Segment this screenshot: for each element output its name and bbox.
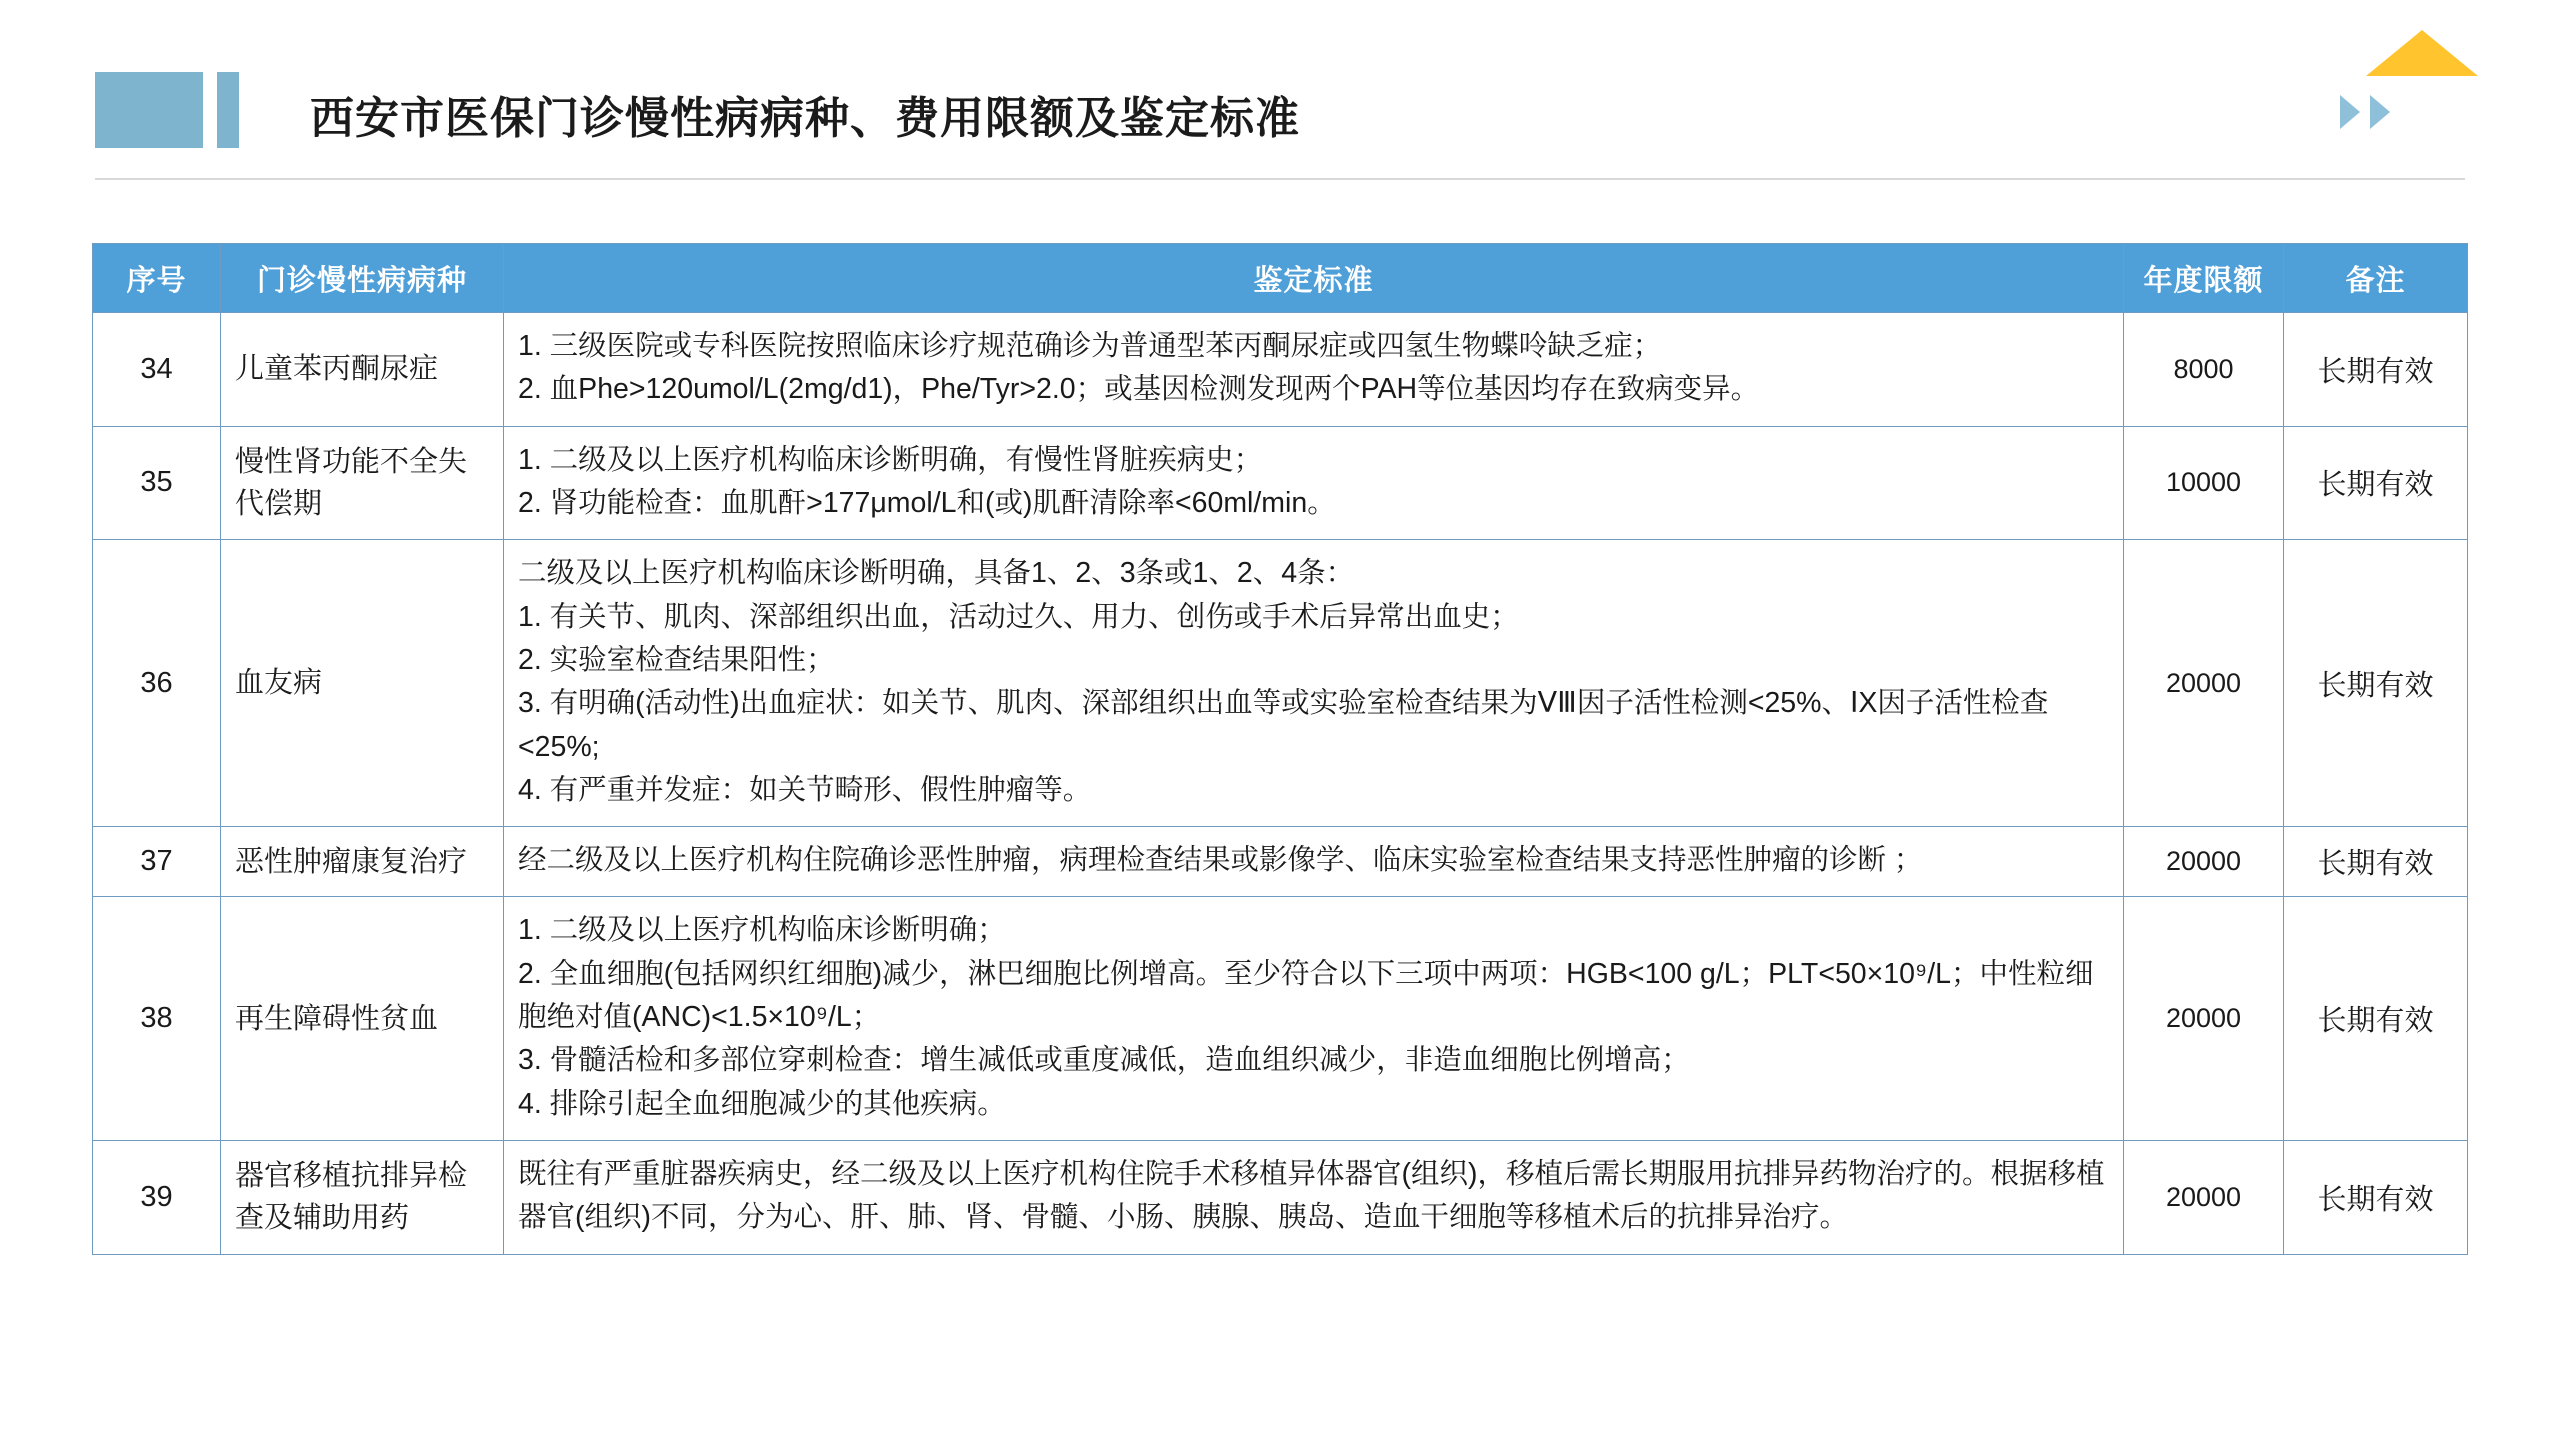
cell-remark: 长期有效: [2284, 897, 2468, 1141]
cell-no: 34: [93, 313, 221, 427]
chevron-right-icon-1: [2340, 95, 2360, 129]
cell-standard: [504, 540, 2124, 827]
cell-annual-limit: 20000: [2124, 540, 2284, 827]
cell-remark: 长期有效: [2284, 313, 2468, 427]
cell-no: 39: [93, 1141, 221, 1255]
standard-line: 2. 血Phe>120umol/L(2mg/d1)，Phe/Tyr>2.0；或基因检测发现两个PAH等位基因均存在致病变异。: [518, 373, 1760, 406]
cell-disease-name: 恶性肿瘤康复治疗: [221, 827, 504, 897]
table-row: [93, 897, 2468, 1141]
cell-annual-limit: 20000: [2124, 1141, 2284, 1255]
page-title: 西安市医保门诊慢性病病种、费用限额及鉴定标准: [310, 94, 1300, 143]
cell-standard: [504, 827, 2124, 897]
yellow-triangle-icon: [2366, 30, 2478, 76]
standard-line: 既往有严重脏器疾病史，经二级及以上医疗机构住院手术移植异体器官(组织)，移植后需长期服用抗排异药物治疗的。根据移植器官(组织)不同，分为心、肝、肺、肾、骨髓、小肠、胰腺、胰岛、造血干细胞等移植术后的抗排异治疗。: [518, 1158, 2105, 1234]
standard-line: 4. 有严重并发症：如关节畸形、假性肿瘤等。: [518, 773, 1092, 806]
table-body: [93, 313, 2468, 1255]
cell-standard: [504, 897, 2124, 1141]
table-row: [93, 426, 2468, 540]
column-header-disease: 门诊慢性病病种: [221, 244, 504, 313]
standard-line: 1. 三级医院或专科医院按照临床诊疗规范确诊为普通型苯丙酮尿症或四氢生物蝶呤缺乏症；: [518, 330, 1662, 362]
page-header: [0, 0, 2560, 175]
table-row: [93, 313, 2468, 427]
standard-line: 3. 有明确(活动性)出血症状：如关节、肌肉、深部组织出血等或实验室检查结果为ⅤⅢ因子活性检测<25%、ⅠX因子活性检查<25%;: [518, 687, 2049, 763]
cell-standard: [504, 426, 2124, 540]
cell-remark: 长期有效: [2284, 540, 2468, 827]
standard-line: 4. 排除引起全血细胞减少的其他疾病。: [518, 1087, 1006, 1120]
standard-line: 1. 二级及以上医疗机构临床诊断明确；: [518, 914, 1006, 947]
accent-bar-narrow: [217, 72, 239, 148]
table-row: [93, 827, 2468, 897]
standard-line: 2. 肾功能检查：血肌酐>177μmol/L和(或)肌酐清除率<60ml/min。: [518, 486, 1336, 519]
cell-annual-limit: 20000: [2124, 897, 2284, 1141]
accent-bar-wide: [95, 72, 203, 148]
chronic-disease-table: [92, 243, 2468, 1255]
cell-disease-name: 慢性肾功能不全失代偿期: [221, 426, 504, 540]
column-header-limit: 年度限额: [2124, 244, 2284, 313]
cell-no: 35: [93, 426, 221, 540]
cell-standard: [504, 1141, 2124, 1255]
cell-disease-name: 儿童苯丙酮尿症: [221, 313, 504, 427]
cell-disease-name: 血友病: [221, 540, 504, 827]
cell-disease-name: 再生障碍性贫血: [221, 897, 504, 1141]
table-row: [93, 540, 2468, 827]
cell-remark: 长期有效: [2284, 426, 2468, 540]
chevron-right-icon-2: [2370, 95, 2390, 129]
standard-line: 1. 二级及以上医疗机构临床诊断明确，有慢性肾脏疾病史；: [518, 443, 1263, 476]
standard-line: 经二级及以上医疗机构住院确诊恶性肿瘤，病理检查结果或影像学、临床实验室检查结果支持恶性肿瘤的诊断 ；: [518, 844, 1923, 877]
cell-annual-limit: 8000: [2124, 313, 2284, 427]
cell-no: 37: [93, 827, 221, 897]
column-header-standard: 鉴定标准: [504, 244, 2124, 313]
table-row: [93, 1141, 2468, 1255]
cell-disease-name: 器官移植抗排异检查及辅助用药: [221, 1141, 504, 1255]
cell-no: 38: [93, 897, 221, 1141]
standard-line: 3. 骨髓活检和多部位穿刺检查：增生减低或重度减低，造血组织减少，非造血细胞比例增高；: [518, 1044, 1690, 1077]
standard-line: 二级及以上医疗机构临床诊断明确，具备1、2、3条或1、2、4条：: [518, 557, 1355, 590]
cell-remark: 长期有效: [2284, 1141, 2468, 1255]
standard-line: 2. 实验室检查结果阳性；: [518, 643, 835, 676]
cell-standard: [504, 313, 2124, 427]
double-chevron-right-icon: [2340, 95, 2390, 129]
cell-no: 36: [93, 540, 221, 827]
standard-line: 1. 有关节、肌肉、深部组织出血，活动过久、用力、创伤或手术后异常出血史；: [518, 600, 1519, 633]
cell-remark: 长期有效: [2284, 827, 2468, 897]
cell-annual-limit: 20000: [2124, 827, 2284, 897]
column-header-no: 序号: [93, 244, 221, 313]
standard-line: 2. 全血细胞(包括网织红细胞)减少，淋巴细胞比例增高。至少符合以下三项中两项：HGB<100 g/L；PLT<50×10⁹/L；中性粒细胞绝对值(ANC)<1.5×10⁹/L；: [518, 957, 2094, 1034]
table-header-row: [93, 244, 2468, 313]
column-header-remark: 备注: [2284, 244, 2468, 313]
header-divider: [95, 178, 2465, 180]
chronic-disease-table-container: [92, 243, 2467, 1255]
header-accent-bars: [95, 72, 239, 148]
cell-annual-limit: 10000: [2124, 426, 2284, 540]
